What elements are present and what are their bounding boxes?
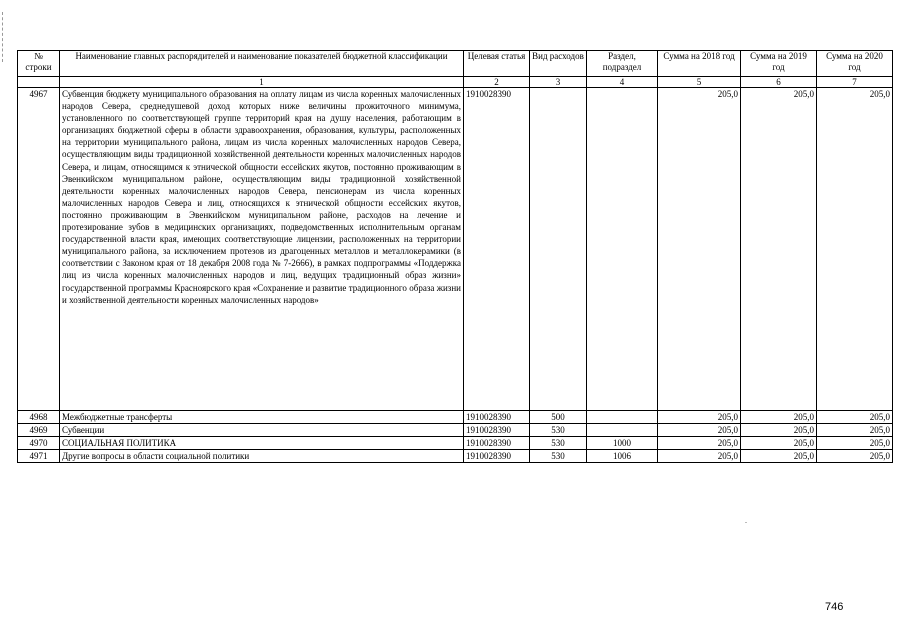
header-sum-2019: Сумма на 2019 год [741,51,817,77]
header-row-number: № строки [18,51,60,77]
header-sum-2018: Сумма на 2018 год [658,51,741,77]
row-sum-2018: 205,0 [658,437,741,450]
column-number: 1 [60,77,464,88]
row-sum-2018: 205,0 [658,88,741,411]
row-target-article: 1910028390 [464,450,530,463]
row-sum-2019: 205,0 [741,450,817,463]
row-expense-kind: 530 [530,424,587,437]
row-sum-2020: 205,0 [817,411,893,424]
row-number: 4968 [18,411,60,424]
row-sum-2020: 205,0 [817,450,893,463]
column-number: 3 [530,77,587,88]
row-expense-kind [530,88,587,411]
row-sum-2018: 205,0 [658,450,741,463]
header-target-article: Целевая статья [464,51,530,77]
row-number: 4967 [18,88,60,411]
header-expense-kind: Вид расходов [530,51,587,77]
page-number: 746 [825,601,844,613]
table-row [18,411,893,424]
row-sum-2019: 205,0 [741,437,817,450]
row-expense-kind: 530 [530,450,587,463]
table-row [18,88,893,411]
scan-speck [745,522,747,523]
row-sum-2019: 205,0 [741,424,817,437]
row-sum-2018: 205,0 [658,411,741,424]
header-sum-2020: Сумма на 2020 год [817,51,893,77]
row-sum-2019: 205,0 [741,411,817,424]
row-target-article: 1910028390 [464,437,530,450]
table-row [18,450,893,463]
row-target-article: 1910028390 [464,424,530,437]
column-number: 2 [464,77,530,88]
row-name: СОЦИАЛЬНАЯ ПОЛИТИКА [60,437,464,450]
table-row [18,437,893,450]
row-target-article: 1910028390 [464,411,530,424]
table-row [18,424,893,437]
row-sum-2019: 205,0 [741,88,817,411]
binding-marks [2,12,5,62]
row-number: 4969 [18,424,60,437]
column-number: 6 [741,77,817,88]
row-name: Другие вопросы в области социальной политики [60,450,464,463]
column-number: 5 [658,77,741,88]
row-name: Субвенция бюджету муниципального образования на оплату лицам из числа коренных малочисленных народов Севера, среднедушевой доход которых ниже величины прожиточного минимума, установленного по соответствующей группе территорий края на душу населения, работающим в организациях бюджетной сферы в области здравоохранения, образования, культуры, расположенных на территории муниципального района, лицам из числа коренных малочисленных народов Севера, осуществляющим виды традиционной хозяйственной деятельности коренных малочисленных народов Севера, и лицам, относящимся к этнической общности ессейских якутов, постоянно проживающим в Эвенкийском муниципальном районе, осуществляющим виды традиционной хозяйственной деятельности коренных малочисленных народов Севера, пенсионерам из числа коренных малочисленных народов Севера и лиц, относящихся к этнической общности ессейских якутов, постоянно проживающим в Эвенкийском муниципальном районе, расходов на лечение и протезирование зубов в медицинских организациях, подведомственных исполнительным органам государственной власти края, имеющих соответствующие лицензии, расположенных на территории муниципального района, за исключением протезов из драгоценных металлов и металлокерамики (в соответствии с Законом края от 18 декабря 2008 года № 7-2666), в рамках подпрограммы «Поддержка лиц из числа коренных малочисленных народов и лиц, ведущих традиционный образ жизни» государственной программы Красноярского края «Сохранение и развитие традиционного образа жизни и хозяйственной деятельности коренных малочисленных народов» [60,88,464,411]
row-expense-kind: 530 [530,437,587,450]
budget-table [17,50,893,463]
column-number [18,77,60,88]
row-number: 4971 [18,450,60,463]
row-name: Межбюджетные трансферты [60,411,464,424]
row-number: 4970 [18,437,60,450]
row-section: 1000 [587,437,658,450]
header-name: Наименование главных распорядителей и наименование показателей бюджетной классификации [60,51,464,77]
row-name: Субвенции [60,424,464,437]
column-number: 4 [587,77,658,88]
row-section: 1006 [587,450,658,463]
row-sum-2020: 205,0 [817,88,893,411]
column-number-row [18,77,893,88]
row-section [587,88,658,411]
header-row [18,51,893,77]
row-section [587,424,658,437]
header-section: Раздел, подраздел [587,51,658,77]
row-target-article: 1910028390 [464,88,530,411]
row-sum-2020: 205,0 [817,424,893,437]
row-sum-2020: 205,0 [817,437,893,450]
row-sum-2018: 205,0 [658,424,741,437]
row-section [587,411,658,424]
column-number: 7 [817,77,893,88]
row-expense-kind: 500 [530,411,587,424]
